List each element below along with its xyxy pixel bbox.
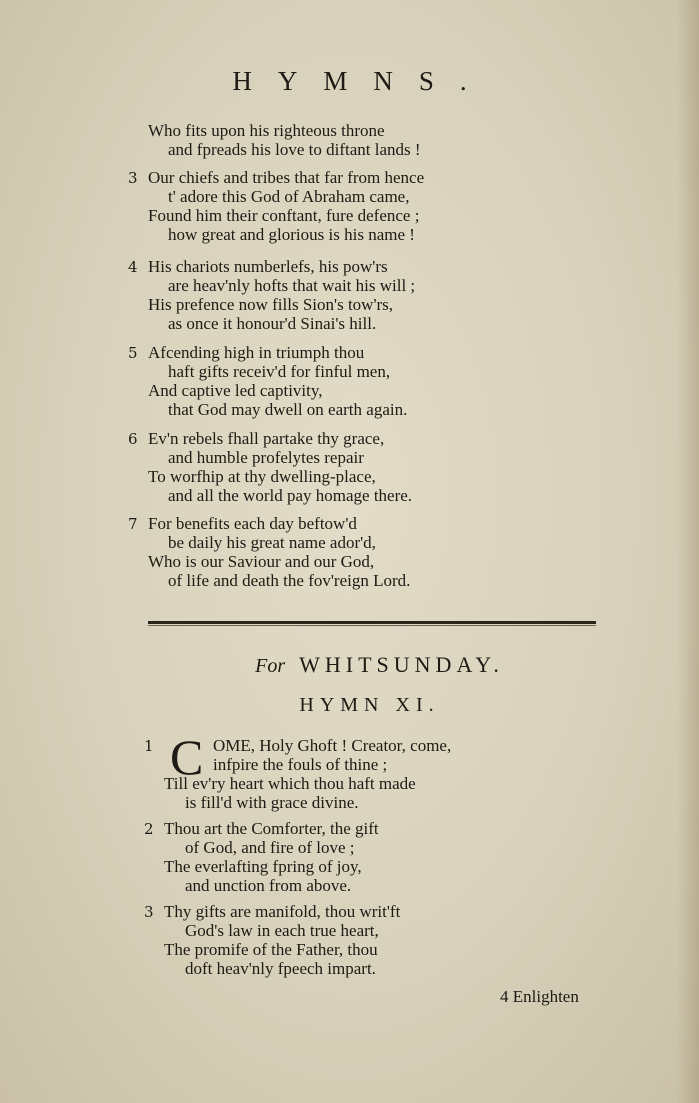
verse-line: and all the world pay homage there. — [168, 486, 413, 505]
verse-line: and fpreads his love to diftant lands ! — [168, 140, 421, 159]
running-head: HYMNS. — [232, 66, 493, 96]
top-stanza — [0, 514, 640, 590]
verse-line: The everlafting fpring of joy, — [164, 857, 362, 876]
stanza-number: 7 — [128, 515, 138, 533]
verse-line: The promife of the Father, thou — [164, 940, 378, 959]
verse-line: Our chiefs and tribes that far from hence — [148, 168, 425, 187]
stanza-number: 1 — [144, 737, 154, 755]
verse-line: God's law in each true heart, — [185, 921, 379, 940]
occasion-heading — [0, 652, 699, 678]
hymn-title: HYMN XI. — [299, 694, 440, 716]
top-stanza — [0, 168, 640, 244]
verse-line: And captive led captivity, — [148, 381, 323, 400]
verse-line: and humble profelytes repair — [168, 448, 364, 467]
verse-line: how great and glorious is his name ! — [168, 225, 415, 244]
stanza-number: 2 — [144, 820, 154, 838]
top-stanza — [0, 429, 640, 505]
verse-line: Found him their conftant, fure defence ; — [148, 206, 420, 225]
verse-line: His prefence now fills Sion's tow'rs, — [148, 295, 394, 314]
top-stanza — [0, 121, 640, 159]
verse-line: Ev'n rebels fhall partake thy grace, — [148, 429, 385, 448]
verse-line: Thou art the Comforter, the gift — [164, 819, 379, 838]
top-stanza — [0, 343, 640, 419]
section-divider — [148, 621, 596, 624]
verse-line: and unction from above. — [185, 876, 352, 895]
verse-line: are heav'nly hofts that wait his will ; — [168, 276, 416, 295]
stanza-number: 3 — [128, 169, 138, 187]
verse-line: Thy gifts are manifold, thou writ'ft — [164, 902, 401, 921]
verse-line: doft heav'nly fpeech impart. — [185, 959, 376, 978]
hymn-xi-stanza — [0, 729, 640, 812]
stanza-number: 4 — [128, 258, 138, 276]
occasion-title: WHITSUNDAY. — [299, 652, 504, 677]
section-divider-thin — [148, 625, 596, 626]
verse-line: of God, and fire of love ; — [185, 838, 355, 857]
verse-line: Afcending high in triumph thou — [148, 343, 365, 362]
verse-line: Who fits upon his righteous throne — [148, 121, 385, 140]
occasion-prefix: For — [255, 655, 286, 677]
hymn-xi-stanza — [0, 819, 640, 895]
verse-line: For benefits each day beftow'd — [148, 514, 357, 533]
hymn-xi-stanza — [0, 902, 640, 978]
verse-line: be daily his great name ador'd, — [168, 533, 376, 552]
verse-line: is fill'd with grace divine. — [185, 793, 359, 812]
verse-line: Who is our Saviour and our God, — [148, 552, 375, 571]
verse-line: OME, Holy Ghoft ! Creator, come, — [213, 736, 452, 755]
top-stanza — [0, 257, 640, 333]
verse-line: as once it honour'd Sinai's hill. — [168, 314, 377, 333]
stanza-number: 6 — [128, 430, 138, 448]
drop-capital: C — [170, 729, 204, 785]
verse-line: Till ev'ry heart which thou haft made — [164, 774, 416, 793]
verse-line: His chariots numberlefs, his pow'rs — [148, 257, 388, 276]
stanza-number: 5 — [128, 344, 138, 362]
verse-line: of life and death the fov'reign Lord. — [168, 571, 411, 590]
stanza-number: 3 — [144, 903, 154, 921]
verse-line: haft gifts receiv'd for finful men, — [168, 362, 391, 381]
verse-line: that God may dwell on earth again. — [168, 400, 408, 419]
catchword: 4 Enlighten — [500, 987, 579, 1006]
verse-line: To worfhip at thy dwelling-place, — [148, 467, 376, 486]
verse-line: infpire the fouls of thine ; — [213, 755, 388, 774]
verse-line: t' adore this God of Abraham came, — [168, 187, 410, 206]
